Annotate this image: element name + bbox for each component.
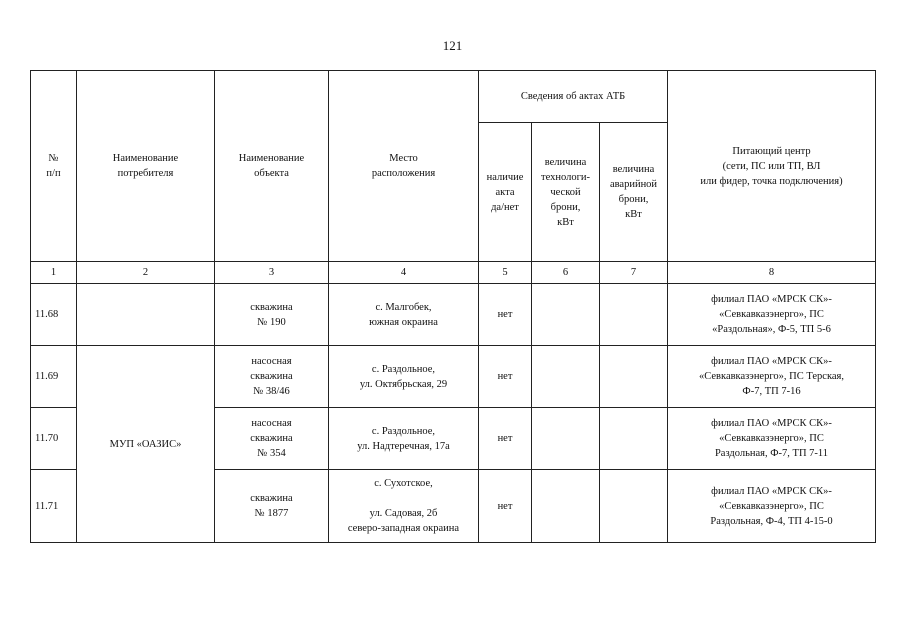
row-number: 11.71 — [31, 470, 77, 543]
power-center: филиал ПАО «МРСК СК»- «Севкавказэнерго», ПС «Раздольная», Ф-5, ТП 5-6 — [668, 284, 876, 346]
emergency-reserve — [600, 346, 668, 408]
col-num-8: 8 — [668, 262, 876, 284]
tech-reserve — [532, 284, 600, 346]
consumers-table — [30, 70, 876, 543]
location: с. Раздольное, ул. Октябрьская, 29 — [329, 346, 479, 408]
header-emergency-reserve: величина аварийной брони, кВт — [600, 123, 668, 262]
tech-reserve — [532, 470, 600, 543]
location: с. Сухотское, ул. Садовая, 2б северо-западная окраина — [329, 470, 479, 543]
header-atb-group: Сведения об актах АТБ — [479, 71, 668, 123]
object-name: насосная скважина № 38/46 — [215, 346, 329, 408]
header-no: № п/п — [31, 71, 77, 262]
header-power-center: Питающий центр (сети, ПС или ТП, ВЛ или фидер, точка подключения) — [668, 71, 876, 262]
location: с. Малгобек, южная окраина — [329, 284, 479, 346]
header-consumer: Наименование потребителя — [77, 71, 215, 262]
power-center: филиал ПАО «МРСК СК»- «Севкавказэнерго», ПС Терская, Ф-7, ТП 7-16 — [668, 346, 876, 408]
act-present: нет — [479, 470, 532, 543]
emergency-reserve — [600, 408, 668, 470]
power-center: филиал ПАО «МРСК СК»- «Севкавказэнерго», ПС Раздольная, Ф-7, ТП 7-11 — [668, 408, 876, 470]
row-number: 11.68 — [31, 284, 77, 346]
header-object: Наименование объекта — [215, 71, 329, 262]
page-number: 121 — [442, 38, 463, 53]
location: с. Раздольное, ул. Надтеречная, 17а — [329, 408, 479, 470]
row-number: 11.70 — [31, 408, 77, 470]
column-numbers-row — [31, 262, 876, 284]
tech-reserve — [532, 408, 600, 470]
col-num-5: 5 — [479, 262, 532, 284]
table-row — [31, 284, 876, 346]
header-tech-reserve: величина технологи- ческой брони, кВт — [532, 123, 600, 262]
col-num-2: 2 — [77, 262, 215, 284]
col-num-4: 4 — [329, 262, 479, 284]
consumer-name: МУП «ОАЗИС» — [77, 346, 215, 543]
row-number: 11.69 — [31, 346, 77, 408]
act-present: нет — [479, 284, 532, 346]
act-present: нет — [479, 408, 532, 470]
col-num-1: 1 — [31, 262, 77, 284]
act-present: нет — [479, 346, 532, 408]
power-center: филиал ПАО «МРСК СК»- «Севкавказэнерго», ПС Раздольная, Ф-4, ТП 4-15-0 — [668, 470, 876, 543]
header-row-1 — [31, 71, 876, 123]
object-name: скважина № 1877 — [215, 470, 329, 543]
table-row — [31, 346, 876, 408]
object-name: насосная скважина № 354 — [215, 408, 329, 470]
emergency-reserve — [600, 470, 668, 543]
header-location: Место расположения — [329, 71, 479, 262]
col-num-6: 6 — [532, 262, 600, 284]
object-name: скважина № 190 — [215, 284, 329, 346]
consumer-cell-empty — [77, 284, 215, 346]
tech-reserve — [532, 346, 600, 408]
header-act-present: наличие акта да/нет — [479, 123, 532, 262]
emergency-reserve — [600, 284, 668, 346]
col-num-7: 7 — [600, 262, 668, 284]
col-num-3: 3 — [215, 262, 329, 284]
